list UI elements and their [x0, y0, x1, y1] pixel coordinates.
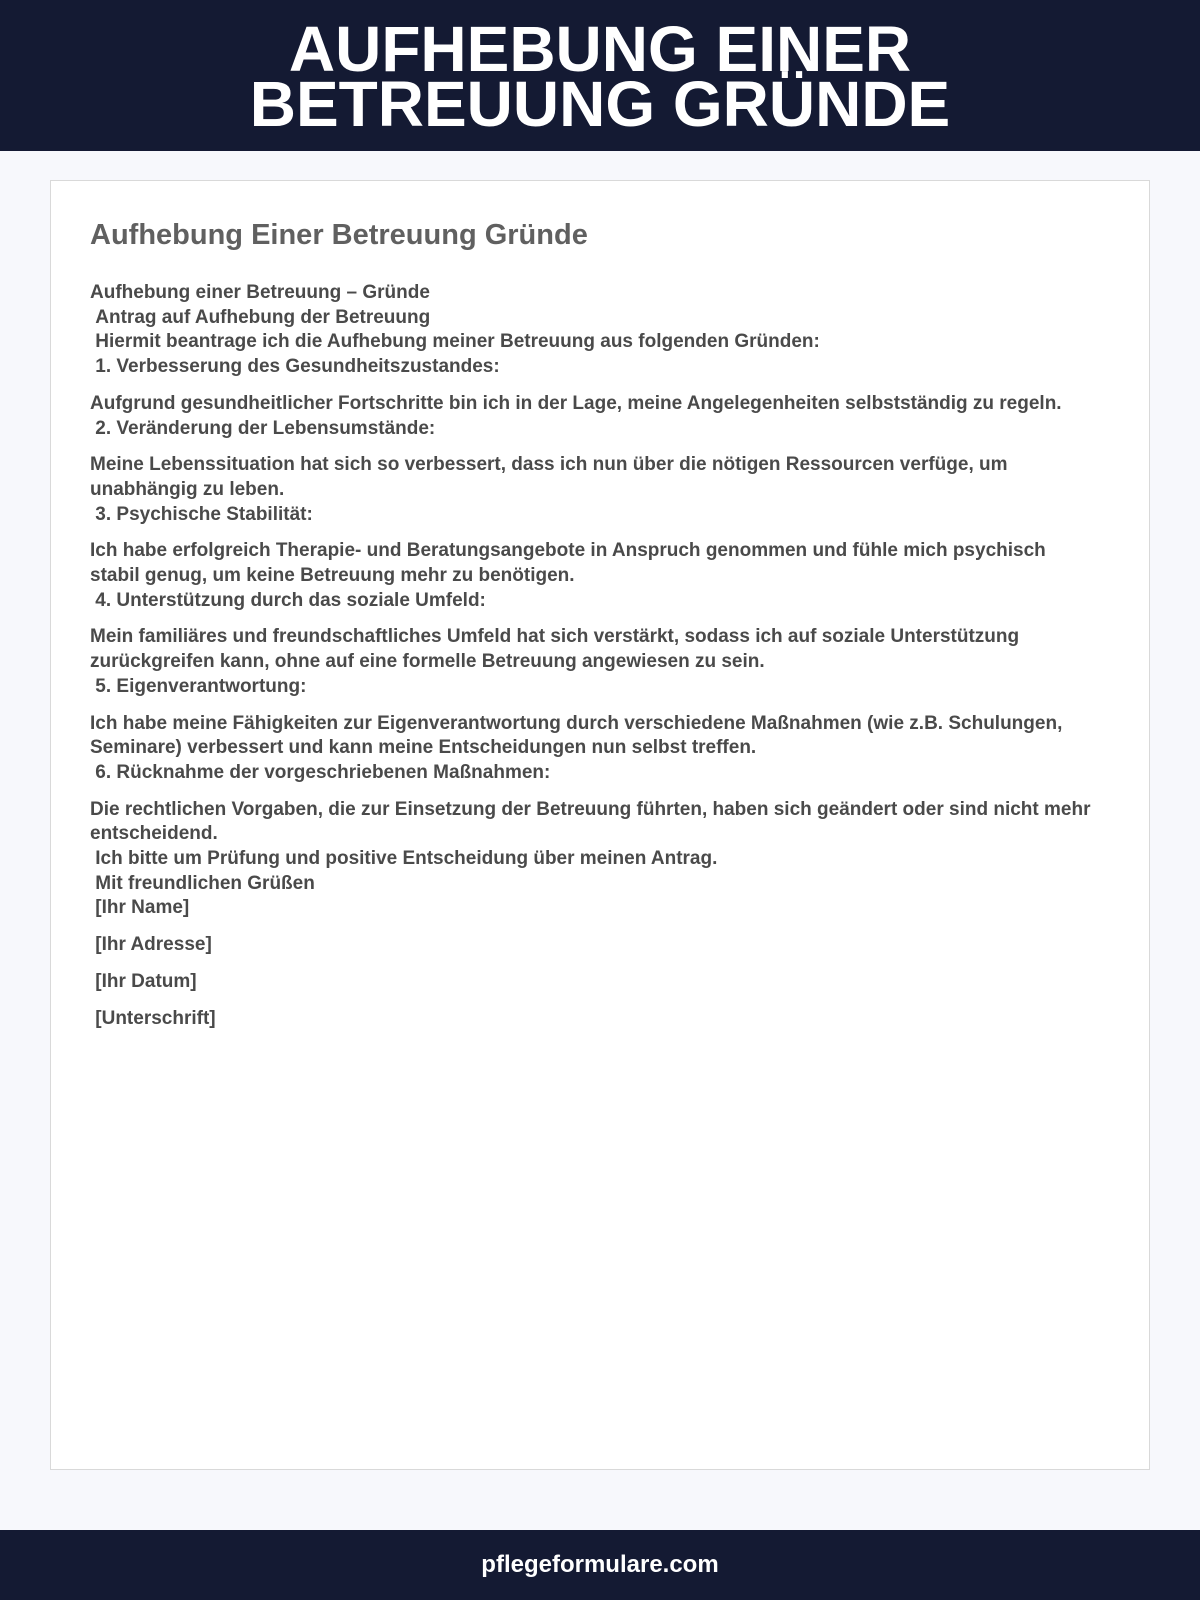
page-header: [0, 0, 1200, 151]
reason-heading: 6. Rücknahme der vorgeschriebenen Maßnahmen:: [90, 761, 551, 783]
reason-heading: 5. Eigenverantwortung:: [90, 675, 307, 697]
reason-text: Ich habe erfolgreich Therapie- und Beratungsangebote in Anspruch genommen und fühle mich psychisch stabil genug, um keine Betreuung mehr zu benötigen.: [90, 540, 1052, 587]
intro-line: Hiermit beantrage ich die Aufhebung meiner Betreuung aus folgenden Gründen:: [90, 331, 820, 353]
reason-heading: 1. Verbesserung des Gesundheitszustandes:: [90, 356, 500, 378]
document-body: [90, 281, 1100, 1031]
reason-text: Die rechtlichen Vorgaben, die zur Einsetzung der Betreuung führten, haben sich geändert oder sind nicht mehr entscheidend.: [90, 798, 1096, 845]
intro-line: Aufhebung einer Betreuung – Gründe: [90, 282, 430, 303]
document-card: [50, 180, 1150, 1470]
header-title-line-2: BETREUUNG GRÜNDE: [249, 67, 951, 140]
address-placeholder: [Ihr Adresse]: [90, 934, 212, 956]
intro-line: Antrag auf Aufhebung der Betreuung: [90, 306, 431, 328]
name-placeholder: [Ihr Name]: [90, 897, 190, 919]
header-title: [249, 12, 951, 140]
reason-text: Ich habe meine Fähigkeiten zur Eigenverantwortung durch verschiedene Maßnahmen (wie z.B. Schulungen, Seminare) verbessert und kann meine Entscheidungen nun selbst treffen.: [90, 712, 1068, 759]
page-footer: [0, 1530, 1200, 1600]
header-title-line-1: AUFHEBUNG EINER: [288, 12, 912, 85]
signature-placeholder: [Unterschrift]: [90, 1007, 216, 1029]
reason-text: Mein familiäres und freundschaftliches Umfeld hat sich verstärkt, sodass ich auf soziale Unterstützung zurückgreifen kann, ohne auf eine formelle Betreuung angewiesen zu sein.: [90, 626, 1025, 673]
footer-site-name: pflegeformulare.com: [481, 1551, 719, 1578]
reason-heading: 3. Psychische Stabilität:: [90, 503, 313, 525]
reason-heading: 4. Unterstützung durch das soziale Umfeld:: [90, 589, 486, 611]
reason-text: Meine Lebenssituation hat sich so verbessert, dass ich nun über die nötigen Ressourcen verfüge, um unabhängig zu leben.: [90, 454, 1013, 500]
document-title: Aufhebung Einer Betreuung Gründe: [90, 219, 588, 251]
reason-heading: 2. Veränderung der Lebensumstände:: [90, 417, 436, 439]
request-line: Ich bitte um Prüfung und positive Entscheidung über meinen Antrag.: [90, 848, 718, 870]
closing-greeting: Mit freundlichen Grüßen: [90, 872, 315, 894]
date-placeholder: [Ihr Datum]: [90, 970, 197, 992]
reason-text: Aufgrund gesundheitlicher Fortschritte bin ich in der Lage, meine Angelegenheiten selbstständig zu regeln.: [90, 392, 1062, 414]
